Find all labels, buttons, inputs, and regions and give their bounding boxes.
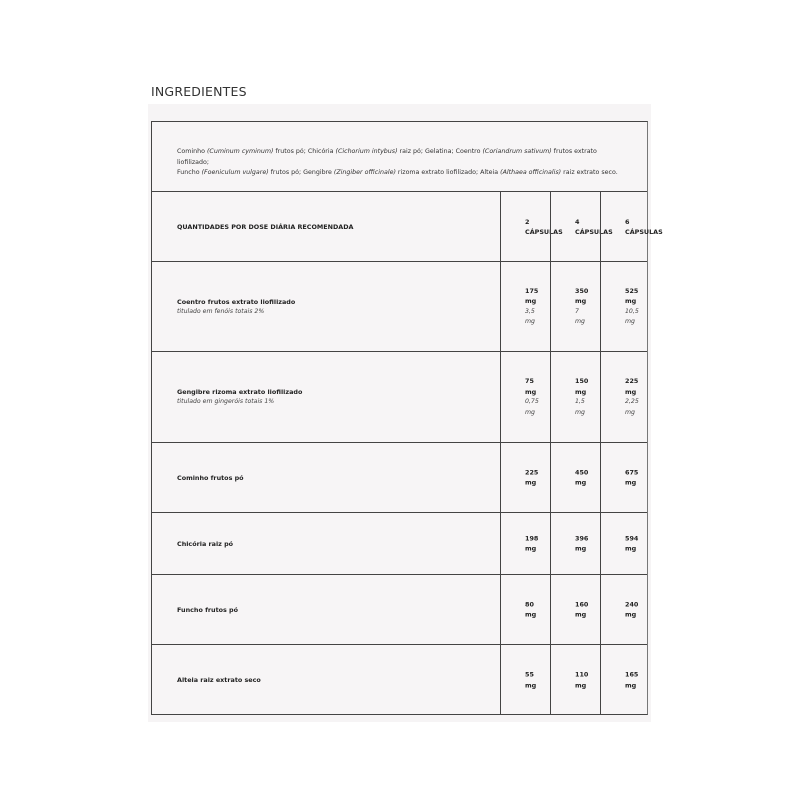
amount-value	[525, 376, 539, 397]
amount-value	[525, 670, 539, 691]
amount-number: 150	[575, 377, 589, 385]
amount-unit: mg	[575, 297, 587, 305]
amount-number: 450	[575, 468, 589, 476]
amount-number: 675	[625, 468, 639, 476]
header-dose-wrap	[625, 217, 665, 237]
intro-text: raiz pó; Gelatina; Coentro	[397, 148, 483, 155]
ingredient-wrap	[177, 675, 261, 685]
amount-number: 240	[625, 600, 639, 608]
header-dose-cell	[550, 192, 613, 261]
standardized-number: 7	[575, 307, 579, 315]
amount-unit: mg	[625, 387, 637, 396]
intro-latin-name: (Althaea officinalis)	[500, 169, 562, 176]
amount-value	[575, 467, 589, 488]
intro-text: frutos pó; Gengibre	[268, 169, 334, 176]
header-label-wrap	[177, 222, 353, 232]
ingredient-wrap	[177, 539, 233, 549]
amount-value	[525, 286, 539, 307]
amount-unit: mg	[525, 681, 537, 689]
amount-unit: mg	[575, 544, 587, 553]
amount-unit: mg	[625, 544, 637, 553]
amount-unit: mg	[525, 610, 537, 619]
amount-number: 160	[575, 600, 589, 608]
dose-unit: CÁPSULAS	[575, 227, 613, 236]
intro-text: frutos pó; Chicória	[273, 148, 336, 155]
ingredient-cell	[152, 645, 500, 715]
amount-value	[575, 286, 589, 307]
amount-wrap	[625, 599, 665, 620]
amount-unit: mg	[575, 478, 587, 487]
table-row	[152, 443, 647, 513]
amount-number: 110	[575, 670, 589, 679]
standardized-number: 10,5	[625, 307, 639, 315]
amount-wrap	[625, 670, 665, 691]
intro-text: frutos extrato liofilizado;	[177, 148, 597, 166]
amount-number: 525	[625, 286, 639, 295]
standardized-number: 3,5	[525, 307, 535, 315]
table-row	[152, 513, 647, 575]
amount-value	[625, 670, 639, 691]
table-row	[152, 262, 647, 352]
amount-unit: mg	[525, 297, 537, 305]
amount-cell	[600, 645, 647, 715]
amount-wrap	[625, 376, 665, 418]
amount-value	[525, 533, 539, 554]
amount-unit: mg	[625, 610, 637, 619]
amount-unit: mg	[575, 387, 587, 396]
amount-value	[625, 533, 639, 554]
ingredient-name: Cominho frutos pó	[177, 473, 244, 482]
ingredient-cell	[152, 575, 500, 644]
table-row	[152, 575, 647, 645]
intro-latin-name: (Coriandrum sativum)	[482, 148, 552, 155]
intro-text: Funcho	[177, 169, 202, 176]
dose-count: 4	[575, 217, 580, 226]
amount-cell	[550, 262, 600, 351]
amount-number: 396	[575, 534, 589, 542]
ingredient-wrap	[177, 297, 295, 317]
amount-value	[525, 467, 539, 488]
amount-value	[575, 599, 589, 620]
ingredient-wrap	[177, 605, 238, 615]
intro-latin-name: (Foeniculum vulgare)	[201, 169, 269, 176]
amount-cell	[550, 575, 600, 644]
standardized-unit: mg	[575, 408, 585, 416]
header-dose-cell	[500, 192, 563, 261]
amount-number: 175	[525, 286, 539, 295]
standardized-number: 2,25	[625, 398, 639, 405]
amount-cell	[600, 513, 647, 574]
amount-wrap	[625, 467, 665, 488]
intro-latin-name: (Cichorium intybus)	[335, 148, 398, 155]
dose-unit: CÁPSULAS	[625, 227, 663, 236]
amount-number: 165	[625, 670, 639, 679]
standardized-unit: mg	[575, 318, 585, 325]
ingredient-cell	[152, 443, 500, 512]
amount-unit: mg	[525, 544, 537, 553]
standardized-unit: mg	[525, 408, 535, 416]
ingredients-intro	[152, 122, 647, 192]
amount-value	[525, 599, 539, 620]
ingredient-name: Gengibre rizoma extrato liofilizado	[177, 388, 303, 396]
amount-value	[575, 376, 589, 397]
amount-number: 594	[625, 534, 639, 542]
standardized-number: 0,75	[525, 398, 539, 405]
amount-cell	[600, 262, 647, 351]
amount-number: 198	[525, 534, 539, 542]
standardized-number: 1,5	[575, 398, 585, 405]
ingredient-cell	[152, 513, 500, 574]
amount-cell	[600, 352, 647, 442]
amount-number: 225	[525, 468, 539, 476]
dose-count: 2	[525, 217, 530, 226]
table-header-row	[152, 192, 663, 262]
standardized-amount	[625, 397, 665, 418]
amount-cell	[500, 262, 550, 351]
amount-value	[575, 670, 589, 691]
amount-unit: mg	[625, 681, 637, 689]
amount-number: 225	[625, 377, 639, 385]
standardized-unit: mg	[525, 318, 535, 325]
header-dose	[625, 217, 665, 237]
intro-latin-name: (Cuminum cyminum)	[206, 148, 274, 155]
header-dose-cell	[600, 192, 663, 261]
amount-number: 350	[575, 286, 589, 295]
amount-wrap	[625, 286, 665, 328]
standardized-unit: mg	[625, 408, 635, 416]
ingredient-cell	[152, 262, 500, 351]
section-heading: INGREDIENTES	[151, 84, 247, 99]
amount-value	[625, 467, 639, 488]
amount-cell	[550, 443, 600, 512]
amount-unit: mg	[625, 297, 637, 305]
amount-cell	[500, 513, 550, 574]
header-label-cell	[152, 192, 500, 261]
intro-text: rizoma extrato liofilizado; Alteia	[395, 169, 501, 176]
amount-value	[625, 376, 639, 397]
amount-cell	[550, 352, 600, 442]
amount-cell	[500, 443, 550, 512]
dose-count: 6	[625, 217, 630, 226]
ingredient-cell	[152, 352, 500, 442]
ingredient-name: Chicória raiz pó	[177, 539, 234, 548]
amount-number: 75	[525, 377, 534, 385]
amount-cell	[550, 513, 600, 574]
dose-unit: CÁPSULAS	[525, 227, 563, 236]
amount-cell	[500, 645, 550, 715]
table-row	[152, 645, 647, 715]
intro-text: raiz extrato seco.	[561, 169, 618, 176]
amount-value	[625, 286, 639, 307]
ingredient-name: Coentro frutos extrato liofilizado	[177, 297, 296, 306]
amount-wrap	[625, 533, 665, 554]
header-label: QUANTIDADES POR DOSE DIÁRIA RECOMENDADA	[177, 222, 354, 231]
ingredient-name: Alteia raiz extrato seco	[177, 676, 261, 684]
amount-unit: mg	[525, 387, 537, 396]
amount-cell	[500, 575, 550, 644]
ingredient-standardization: titulado em gingeróis totais 1%	[177, 398, 275, 405]
standardized-amount	[625, 307, 665, 328]
amount-unit: mg	[575, 681, 587, 689]
ingredient-wrap	[177, 473, 244, 483]
amount-number: 55	[525, 670, 534, 679]
amount-value	[625, 599, 639, 620]
amount-cell	[600, 575, 647, 644]
amount-unit: mg	[625, 478, 637, 487]
amount-cell	[550, 645, 600, 715]
amount-unit: mg	[525, 478, 537, 487]
amount-cell	[600, 443, 647, 512]
table-row	[152, 352, 647, 443]
standardized-unit: mg	[625, 318, 635, 325]
ingredient-name: Funcho frutos pó	[177, 605, 239, 614]
ingredient-standardization: titulado em fenóis totais 2%	[177, 307, 265, 315]
ingredients-table	[151, 121, 663, 715]
amount-number: 80	[525, 600, 534, 608]
intro-text: Cominho	[177, 148, 207, 155]
intro-latin-name: (Zingiber officinale)	[333, 169, 396, 176]
amount-cell	[500, 352, 550, 442]
amount-value	[575, 533, 589, 554]
ingredient-wrap	[177, 387, 302, 407]
amount-unit: mg	[575, 610, 587, 619]
